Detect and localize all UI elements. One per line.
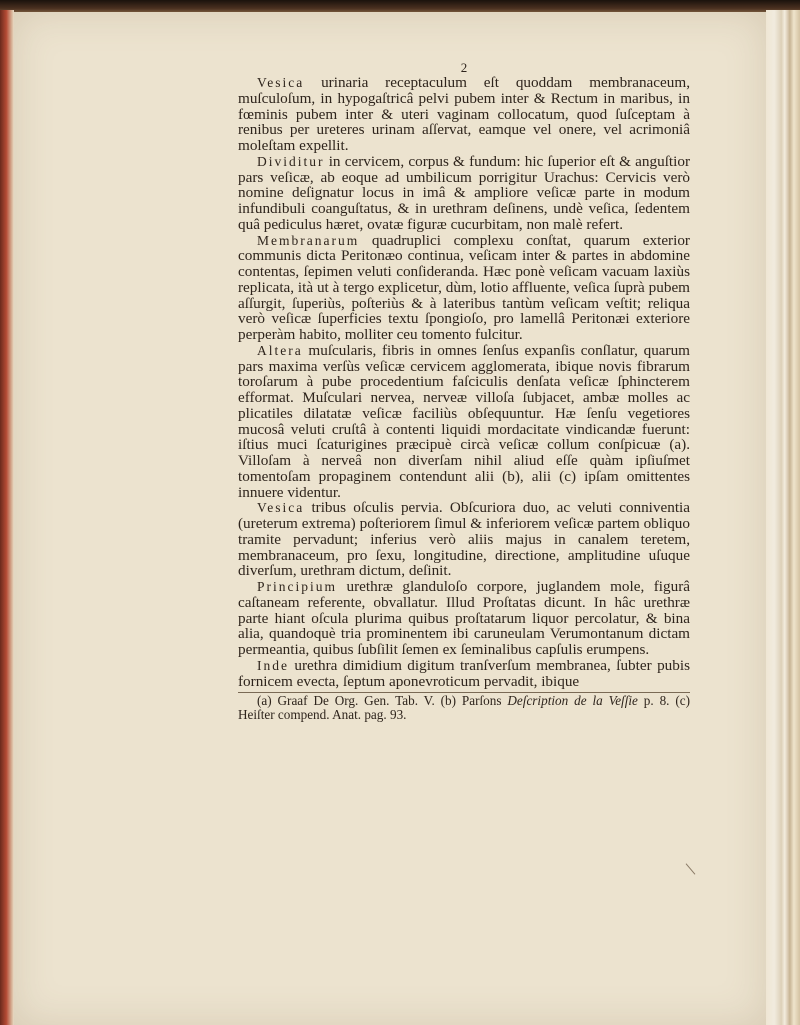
paragraph-4 (238, 343, 690, 501)
footnote-text: (a) Graaf De Org. Gen. Tab. V. (b) Parſons (257, 693, 508, 709)
paragraph-text: urinaria receptaculum eſt quoddam membranaceum, muſculoſum, in hypogaſtricâ pelvi pubem inter & Rectum in maribus, in fœminis pubem inter & uteri vaginam collocatum, quod ſuſceptam à renibus per ureteres urinam aſſervat, eamque vel onere, vel acrimoniâ moleſtam expellit. (238, 74, 690, 154)
paragraph-1 (238, 75, 690, 154)
paragraph-lead: Altera (257, 342, 303, 358)
paragraph-2 (238, 154, 690, 233)
footnote-title: Deſcription de la Veſſie (507, 693, 638, 709)
page-number: 2 (460, 60, 468, 75)
page-text-block (238, 62, 690, 722)
paragraph-lead: Dividitur (257, 153, 325, 169)
page-stack-edge (766, 10, 800, 1025)
paragraph-text: quadruplici complexu conſtat, quarum exterior communis dicta Peritonæo continua, veſicam inter & partes in abdomine contentas, ſepimen veluti conſideranda. Hæc ponè veſicam vacuam laxiùs replicata, ità ut à tergo explicetur, dùm, lotio affluente, veſica ſuprà pubem aſſurgit, ſuperiùs, poſteriùs & à lateribus tantùm veſicam veſtit; reliqua verò veſicæ ſuperficies textu ſpongioſo, pro lamellâ Peritonæi exteriore perperàm habito, molliter ceu tomento fulcitur. (238, 231, 690, 343)
footnote (238, 694, 690, 722)
paragraph-7 (238, 658, 690, 690)
paragraph-text: urethræ glanduloſo corpore, juglandem mole, figurâ caſtaneam referente, obvallatur. Illud Proſtatas dicunt. In hâc urethræ parte hiant oſcula plurima quibus proſtatarum liquor percolatur, & bina alia, quandoquè tria prominentem ibi caruneulam Verumontanum dictam permeantia, quibus ſubſilit ſemen ex ſeminalibus capſulis erumpens. (238, 578, 690, 658)
paragraph-lead: Vesica (257, 75, 305, 90)
paragraph-lead: Principium (257, 579, 337, 594)
paragraph-text: urethra dimidium digitum tranſverſum membranea, ſubter pubis fornicem evecta, ſeptum aponevroticum pervadit, ibique (238, 656, 690, 690)
paragraph-text: tribus oſculis pervia. Obſcuriora duo, ac veluti conniventia (ureterum extrema) poſteriorem ſimul & inferiorem veſicæ partem obliquo tramite pervadunt; inferius verò aliis majus in canalem teretem, membranaceum, pro ſexu, longitudine, directione, amplitudine uſuque diverſum, urethram dictum, deſinit. (238, 499, 690, 580)
book-binding-edge (0, 10, 14, 1025)
paragraph-text: muſcularis, fibris in omnes ſenſus expanſis conſlatur, quarum pars maxima verſùs veſicæ cervicem agglomerata, ibique novis fibrarum toroſarum à pube procedentium faſciculis denſata veſicæ ſphincterem efformat. Muſculari nervea, nerveæ villoſa ſubjacet, ambæ molles ac plicatiles dilatatæ veſicæ faciliùs obſequuntur. Hæ ſenſu vegetiores mucosâ veluti cruſtâ à contenti liquidi mordacitate vindicandæ fuerunt: iſtius muci ſcaturigines præcipuè circà veſicæ collum conſpicuæ (a). Villoſam à nerveâ non diverſam nihil aliud eſſe quàm ipſiuſmet tomentoſam propaginem contendunt alii (b), alii (c) ipſam omittentes innuere videntur. (238, 341, 690, 501)
paragraph-6 (238, 579, 690, 658)
paragraph-lead: Inde (257, 657, 289, 673)
paragraph-text: in cervicem, corpus & fundum: hic ſuperior eſt & anguſtior pars veſicæ, ab eoque ad umbilicum porrigitur Urachus: Cervicis verò nomine deſignatur locus in imâ & ampliore veſicæ parte in modum infundibuli coanguſtatus, & in urethram deſinens, undè veſica, ſedentem quâ pediculus hæret, ovatæ figuræ cucurbitam, non malè refert. (238, 152, 690, 233)
paragraph-lead: Vesica (257, 500, 305, 516)
footnote-tail: p. 8. (c) Heiſter compend. Anat. pag. 93. (238, 693, 691, 723)
paragraph-lead: Membranarum (257, 232, 360, 248)
paragraph-5 (238, 500, 690, 579)
paragraph-3 (238, 233, 690, 343)
